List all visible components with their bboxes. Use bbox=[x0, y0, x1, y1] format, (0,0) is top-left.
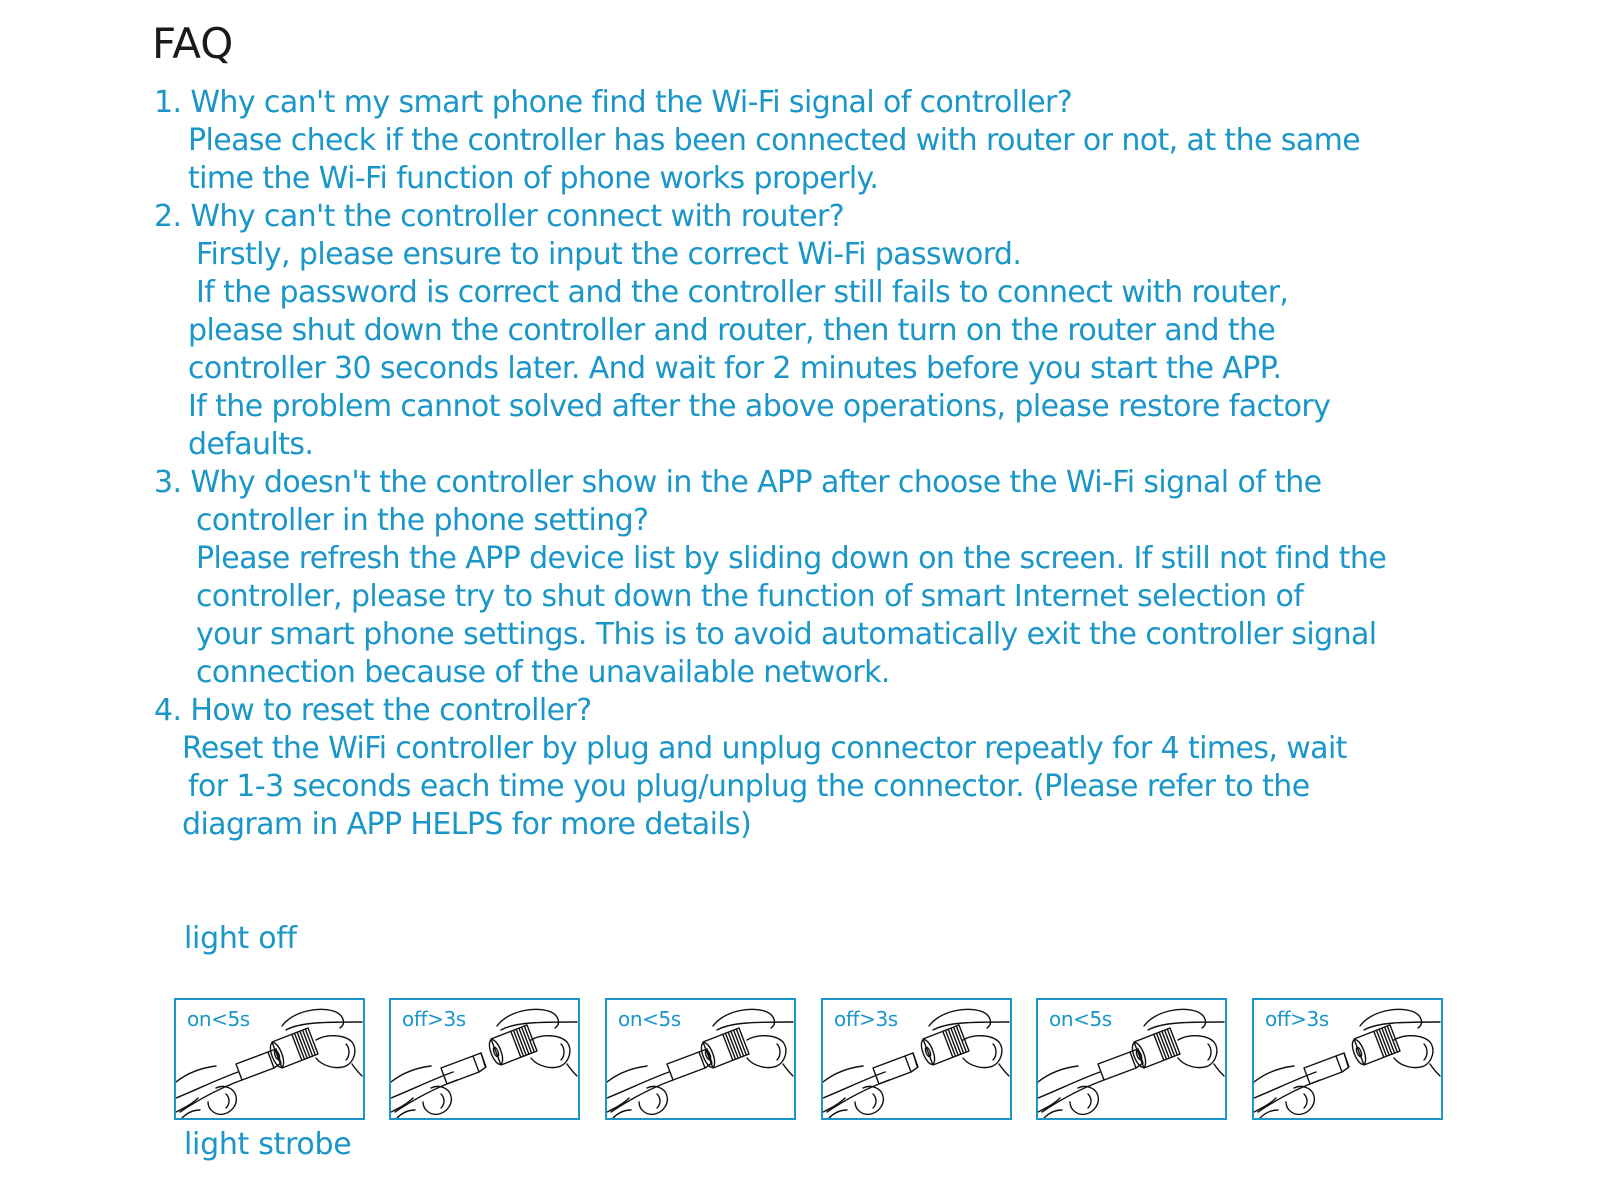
faq-question-4: 4. How to reset the controller? bbox=[154, 693, 592, 728]
lower-palm-edge bbox=[1260, 1110, 1278, 1118]
page-title: FAQ bbox=[152, 19, 234, 68]
lower-palm-edge bbox=[397, 1110, 415, 1118]
cable-bottom-edge bbox=[395, 1080, 457, 1112]
faq-answer-line: for 1-3 seconds each time you plug/unplug the connector. (Please refer to the bbox=[188, 769, 1310, 804]
lower-hand-top bbox=[823, 1066, 863, 1082]
lower-hand-top bbox=[1038, 1066, 1078, 1082]
upper-thumb bbox=[1144, 1009, 1205, 1028]
cable-bottom-edge bbox=[827, 1080, 889, 1112]
lower-palm-edge bbox=[182, 1110, 200, 1118]
lower-thumb bbox=[1070, 1086, 1098, 1114]
step-panel bbox=[389, 998, 580, 1120]
faq-question-3: 3. Why doesn't the controller show in the APP after choose the Wi-Fi signal of the bbox=[154, 465, 1322, 500]
lower-thumbnail bbox=[657, 1094, 660, 1108]
step-label: off>3s bbox=[402, 1007, 466, 1031]
male-connector bbox=[1304, 1053, 1349, 1084]
cable-bottom-edge bbox=[1258, 1080, 1320, 1112]
upper-thumb bbox=[282, 1009, 343, 1028]
step-panel bbox=[1036, 998, 1227, 1120]
faq-answer-line: If the password is correct and the controller still fails to connect with router, bbox=[196, 275, 1289, 310]
upper-hand-outline bbox=[717, 1022, 793, 1030]
upper-palm-edge bbox=[352, 1064, 362, 1076]
lower-hand-top bbox=[1254, 1066, 1294, 1082]
upper-fingernail bbox=[346, 1044, 349, 1060]
upper-hand-outline bbox=[501, 1022, 577, 1030]
faq-answer-line: controller 30 seconds later. And wait for 2 minutes before you start the APP. bbox=[188, 351, 1282, 386]
step-panel bbox=[174, 998, 365, 1120]
lower-thumbnail bbox=[1304, 1094, 1307, 1108]
male-connector bbox=[441, 1053, 486, 1084]
lower-thumb bbox=[855, 1086, 883, 1114]
upper-hand-outline bbox=[1148, 1022, 1224, 1030]
plug-connector-illustration bbox=[1038, 1000, 1225, 1118]
plug-connector-illustration bbox=[1254, 1000, 1441, 1118]
male-connector bbox=[873, 1053, 918, 1084]
faq-answer-line: connection because of the unavailable network. bbox=[196, 655, 890, 690]
plug-connector-illustration bbox=[391, 1000, 578, 1118]
upper-fingernail bbox=[777, 1044, 780, 1060]
faq-question-1: 1. Why can't my smart phone find the Wi-Fi signal of controller? bbox=[154, 85, 1073, 120]
step-label: on<5s bbox=[187, 1007, 250, 1031]
step-panel bbox=[821, 998, 1012, 1120]
upper-palm-edge bbox=[1430, 1064, 1440, 1076]
upper-thumb bbox=[713, 1009, 774, 1028]
lower-thumb bbox=[423, 1086, 451, 1114]
cable-bottom-edge bbox=[180, 1080, 242, 1112]
reset-steps-diagram bbox=[174, 998, 1444, 1122]
faq-answer-line: Reset the WiFi controller by plug and unplug connector repeatly for 4 times, wait bbox=[182, 731, 1347, 766]
lower-thumb bbox=[639, 1086, 667, 1114]
lower-thumbnail bbox=[873, 1094, 876, 1108]
step-label: off>3s bbox=[1265, 1007, 1329, 1031]
faq-answer-line: Please check if the controller has been connected with router or not, at the same bbox=[188, 123, 1361, 158]
cable-bottom-edge bbox=[1042, 1080, 1104, 1112]
female-connector bbox=[268, 1028, 318, 1069]
lower-hand-top bbox=[607, 1066, 647, 1082]
faq-answer-line: If the problem cannot solved after the above operations, please restore factory bbox=[188, 389, 1331, 424]
female-connector bbox=[919, 1025, 969, 1066]
faq-answer-line: time the Wi-Fi function of phone works properly. bbox=[188, 161, 879, 196]
upper-fingernail bbox=[561, 1044, 564, 1060]
lower-thumb bbox=[1286, 1086, 1314, 1114]
lower-thumb bbox=[208, 1086, 236, 1114]
lower-hand-top bbox=[391, 1066, 431, 1082]
faq-answer-line: Please refresh the APP device list by sliding down on the screen. If still not find the bbox=[196, 541, 1387, 576]
faq-answer-line: controller, please try to shut down the function of smart Internet selection of bbox=[196, 579, 1304, 614]
step-label: on<5s bbox=[1049, 1007, 1112, 1031]
plug-connector-illustration bbox=[823, 1000, 1010, 1118]
upper-hand-outline bbox=[933, 1022, 1009, 1030]
lower-palm-edge bbox=[1044, 1110, 1062, 1118]
cable-bottom-edge bbox=[611, 1080, 673, 1112]
female-connector bbox=[1350, 1025, 1400, 1066]
faq-answer-line: please shut down the controller and router, then turn on the router and the bbox=[188, 313, 1276, 348]
lower-hand-top bbox=[176, 1066, 216, 1082]
plug-connector-illustration bbox=[176, 1000, 363, 1118]
upper-hand-outline bbox=[1364, 1022, 1440, 1030]
upper-palm-edge bbox=[567, 1064, 577, 1076]
light-strobe-label: light strobe bbox=[184, 1127, 352, 1162]
faq-answer-line: defaults. bbox=[188, 427, 314, 462]
lower-thumbnail bbox=[441, 1094, 444, 1108]
upper-fingernail bbox=[1208, 1044, 1211, 1060]
faq-answer-line: your smart phone settings. This is to avoid automatically exit the controller signal bbox=[196, 617, 1377, 652]
lower-palm-edge bbox=[613, 1110, 631, 1118]
upper-fingernail bbox=[1424, 1044, 1427, 1060]
female-connector bbox=[1130, 1028, 1180, 1069]
female-connector bbox=[699, 1028, 749, 1069]
upper-palm-edge bbox=[999, 1064, 1009, 1076]
step-panel bbox=[1252, 998, 1443, 1120]
faq-answer-line: Firstly, please ensure to input the correct Wi-Fi password. bbox=[196, 237, 1022, 272]
faq-answer-line: diagram in APP HELPS for more details) bbox=[182, 807, 752, 842]
light-off-label: light off bbox=[184, 921, 297, 956]
step-label: off>3s bbox=[834, 1007, 898, 1031]
lower-thumbnail bbox=[1088, 1094, 1091, 1108]
plug-connector-illustration bbox=[607, 1000, 794, 1118]
lower-thumbnail bbox=[226, 1094, 229, 1108]
upper-palm-edge bbox=[783, 1064, 793, 1076]
step-label: on<5s bbox=[618, 1007, 681, 1031]
upper-fingernail bbox=[993, 1044, 996, 1060]
female-connector bbox=[487, 1025, 537, 1066]
step-panel bbox=[605, 998, 796, 1120]
upper-palm-edge bbox=[1214, 1064, 1224, 1076]
faq-question-3-cont: controller in the phone setting? bbox=[196, 503, 649, 538]
upper-hand-outline bbox=[286, 1022, 362, 1030]
faq-question-2: 2. Why can't the controller connect with router? bbox=[154, 199, 845, 234]
lower-palm-edge bbox=[829, 1110, 847, 1118]
